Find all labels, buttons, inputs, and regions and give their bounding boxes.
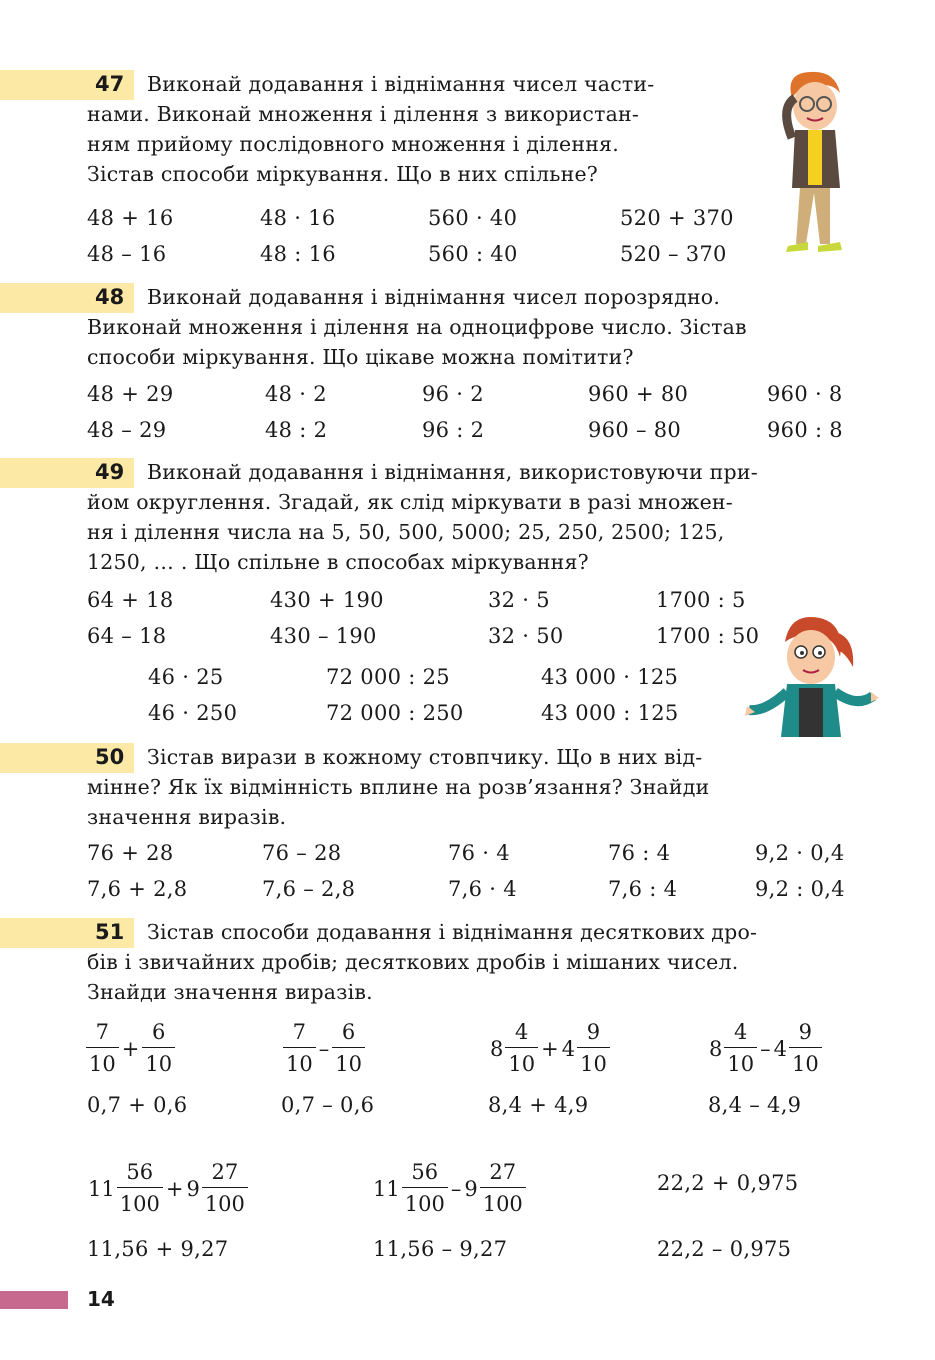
expr: 8,4 + 4,9 (488, 1093, 589, 1117)
task-48-number: 48 (95, 285, 125, 309)
expr: 960 + 80 (588, 382, 689, 406)
expr: 96 · 2 (422, 382, 484, 406)
expr: 48 + 29 (87, 382, 174, 406)
expr: 7,6 – 2,8 (262, 877, 356, 901)
expr: 48 : 2 (265, 418, 328, 442)
girl-with-ponytail-illustration (745, 612, 880, 737)
expr: 48 · 2 (265, 382, 327, 406)
expr: 48 : 16 (260, 242, 336, 266)
page-number-bar (0, 1291, 68, 1309)
expr: 11,56 + 9,27 (87, 1237, 229, 1261)
task-51-text: Зістав способи додавання і віднімання десяткових дро- бів і звичайних дробів; десяткових дробів і мішаних чисел. Знайди значення виразів. (87, 920, 758, 1004)
expr: 960 · 8 (767, 382, 843, 406)
expr: 560 : 40 (428, 242, 518, 266)
expr: 76 + 28 (87, 841, 174, 865)
expr: 96 : 2 (422, 418, 485, 442)
expr: 43 000 : 125 (541, 701, 679, 725)
task-49-text: Виконай додавання і віднімання, використовуючи при- йом округлення. Згадай, як слід міркувати в разі множен- ня і ділення числа на 5, 50, 500, 5000; 25, 250, 2500; 125, 1250, … . Що спільне в способах міркування? (87, 460, 758, 574)
boy-with-glasses-illustration (770, 68, 860, 258)
expr: 430 – 190 (270, 624, 377, 648)
task-48-text: Виконай додавання і віднімання чисел порозрядно. Виконай множення і ділення на одноцифрове число. Зістав способи міркування. Що цікаве можна помітити? (87, 285, 747, 369)
expr: 11,56 – 9,27 (373, 1237, 508, 1261)
expr: 76 – 28 (262, 841, 342, 865)
expr: 520 – 370 (620, 242, 727, 266)
fraction-expr: 11 $\frac{56}{100}$ – 9 $\frac{27}{100}$ (373, 1157, 526, 1220)
fraction-expr: $\frac{7}{10}$ – $\frac{6}{10}$ (283, 1017, 365, 1080)
expr: 1700 : 5 (656, 588, 746, 612)
expr: 76 : 4 (608, 841, 671, 865)
expr: 7,6 · 4 (448, 877, 517, 901)
expr: 48 – 16 (87, 242, 167, 266)
page-number: 14 (87, 1287, 115, 1311)
expr: 46 · 25 (148, 665, 224, 689)
expr: 9,2 : 0,4 (755, 877, 845, 901)
expr: 7,6 : 4 (608, 877, 678, 901)
expr: 46 · 250 (148, 701, 238, 725)
fraction-expr: 11 $\frac{56}{100}$ + 9 $\frac{27}{100}$ (88, 1157, 248, 1220)
expr: 48 – 29 (87, 418, 167, 442)
expr: 72 000 : 25 (326, 665, 450, 689)
expr: 48 · 16 (260, 206, 336, 230)
fraction-expr: 8 $\frac{4}{10}$ + 4 $\frac{9}{10}$ (490, 1017, 610, 1080)
expr: 22,2 + 0,975 (657, 1171, 799, 1195)
expr: 1700 : 50 (656, 624, 760, 648)
task-47-number: 47 (95, 72, 125, 96)
expr: 76 · 4 (448, 841, 510, 865)
expr: 960 : 8 (767, 418, 843, 442)
expr: 32 · 5 (488, 588, 550, 612)
fraction-expr: 8 $\frac{4}{10}$ – 4 $\frac{9}{10}$ (709, 1017, 822, 1080)
expr: 9,2 · 0,4 (755, 841, 845, 865)
expr: 960 – 80 (588, 418, 682, 442)
expr: 32 · 50 (488, 624, 564, 648)
expr: 22,2 – 0,975 (657, 1237, 792, 1261)
expr: 8,4 – 4,9 (708, 1093, 802, 1117)
expr: 520 + 370 (620, 206, 734, 230)
expr: 43 000 · 125 (541, 665, 679, 689)
task-50-number: 50 (95, 745, 125, 769)
expr: 72 000 : 250 (326, 701, 464, 725)
expr: 64 + 18 (87, 588, 174, 612)
task-49-number: 49 (95, 460, 125, 484)
expr: 560 · 40 (428, 206, 518, 230)
fraction-expr: $\frac{7}{10}$ + $\frac{6}{10}$ (86, 1017, 175, 1080)
expr: 430 + 190 (270, 588, 384, 612)
expr: 0,7 – 0,6 (281, 1093, 375, 1117)
expr: 48 + 16 (87, 206, 174, 230)
task-47-text: Виконай додавання і віднімання чисел части- нами. Виконай множення і ділення з використан- ням прийому послідовного множення і ділення. Зістав способи міркування. Що в них спільне? (87, 72, 655, 186)
task-50-text: Зістав вирази в кожному стовпчику. Що в них від- мінне? Як їх відмінність вплине на розв’язання? Знайди значення виразів. (87, 745, 710, 829)
task-51-number: 51 (95, 920, 125, 944)
expr: 64 – 18 (87, 624, 167, 648)
expr: 0,7 + 0,6 (87, 1093, 188, 1117)
expr: 7,6 + 2,8 (87, 877, 188, 901)
